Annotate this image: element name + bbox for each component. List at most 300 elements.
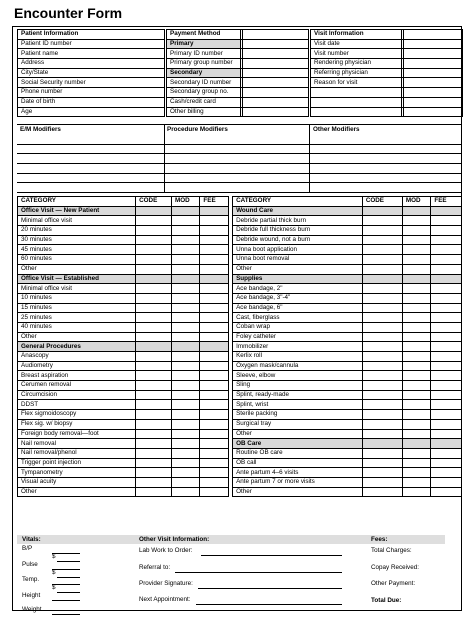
category-item: Visual acuity — [18, 477, 136, 487]
category-item: 60 minutes — [18, 255, 136, 265]
category-item: Flex sig. w/ biopsy — [18, 419, 136, 429]
entry-cell[interactable] — [171, 381, 199, 391]
entry-cell[interactable] — [362, 371, 402, 381]
entry-cell[interactable] — [362, 400, 402, 410]
col-header-category: CATEGORY — [18, 197, 136, 207]
entry-cell[interactable] — [200, 274, 228, 284]
entry-cell[interactable] — [171, 477, 199, 487]
patient-info-field: City/State — [18, 68, 165, 78]
entry-cell[interactable] — [136, 293, 172, 303]
category-item: 40 minutes — [18, 322, 136, 332]
entry-cell[interactable] — [136, 400, 172, 410]
entry-cell[interactable] — [402, 332, 430, 342]
entry-cell[interactable] — [200, 313, 228, 323]
category-item: Sterile packing — [233, 410, 363, 420]
entry-cell[interactable] — [431, 419, 462, 429]
entry-cell[interactable] — [200, 400, 228, 410]
entry-cell[interactable] — [362, 468, 402, 478]
entry-cell[interactable] — [136, 477, 172, 487]
category-item: Unna boot removal — [233, 255, 363, 265]
entry-cell[interactable] — [171, 361, 199, 371]
entry-cell[interactable] — [362, 245, 402, 255]
entry-cell[interactable] — [402, 216, 430, 226]
payment-value-cell[interactable] — [243, 68, 309, 78]
visit-value-cell[interactable] — [404, 97, 463, 107]
col-header-fee: FEE — [431, 197, 462, 207]
category-section-header: Wound Care — [233, 206, 363, 216]
entry-cell[interactable] — [431, 235, 462, 245]
entry-cell[interactable] — [402, 468, 430, 478]
entry-cell[interactable] — [171, 293, 199, 303]
entry-cell[interactable] — [200, 303, 228, 313]
category-item: 30 minutes — [18, 235, 136, 245]
entry-cell[interactable] — [171, 429, 199, 439]
entry-cell[interactable] — [171, 439, 199, 449]
payment-method-field: Secondary ID number — [167, 78, 241, 88]
entry-cell[interactable] — [402, 303, 430, 313]
entry-cell[interactable] — [362, 439, 402, 449]
entry-cell[interactable] — [171, 400, 199, 410]
procedure-modifiers-header: Procedure Modifiers — [167, 126, 228, 133]
entry-cell[interactable] — [402, 410, 430, 420]
entry-cell[interactable] — [362, 235, 402, 245]
entry-cell[interactable] — [431, 322, 462, 332]
category-item: 15 minutes — [18, 303, 136, 313]
visit-value-cell[interactable] — [404, 49, 463, 59]
patient-info-field: Social Security number — [18, 78, 165, 88]
entry-cell[interactable] — [200, 235, 228, 245]
entry-cell[interactable] — [171, 487, 199, 497]
entry-cell[interactable] — [171, 226, 199, 236]
entry-cell[interactable] — [402, 381, 430, 391]
category-item: Tympanometry — [18, 468, 136, 478]
vitals-entry-line[interactable] — [52, 600, 80, 601]
category-item: Circumcision — [18, 390, 136, 400]
category-item: Foreign body removal—foot — [18, 429, 136, 439]
entry-cell[interactable] — [171, 342, 199, 352]
vitals-entry-line[interactable] — [57, 577, 80, 578]
entry-cell[interactable] — [171, 216, 199, 226]
entry-cell[interactable] — [136, 429, 172, 439]
entry-cell[interactable] — [200, 390, 228, 400]
payment-value-cell[interactable] — [243, 30, 309, 40]
entry-cell[interactable] — [171, 448, 199, 458]
category-item: Ace bandage, 2" — [233, 284, 363, 294]
category-section-header: Office Visit — New Patient — [18, 206, 136, 216]
entry-cell[interactable] — [362, 284, 402, 294]
visit-info-field: Referring physician — [311, 68, 402, 78]
entry-cell[interactable] — [402, 322, 430, 332]
entry-cell[interactable] — [200, 216, 228, 226]
vitals-entry-line[interactable] — [52, 584, 80, 585]
payment-method-field: Primary — [167, 39, 241, 49]
entry-cell[interactable] — [171, 322, 199, 332]
entry-cell[interactable] — [171, 255, 199, 265]
entry-cell[interactable] — [362, 264, 402, 274]
category-item: Nail removal/phenol — [18, 448, 136, 458]
modifier-line[interactable] — [17, 174, 462, 184]
entry-cell[interactable] — [402, 439, 430, 449]
visit-value-cell[interactable] — [404, 30, 463, 40]
payment-method-field: Cash/credit card — [167, 97, 241, 107]
vitals-label: Weight — [22, 606, 42, 613]
entry-cell[interactable] — [362, 274, 402, 284]
entry-cell[interactable] — [200, 284, 228, 294]
category-item: Sling — [233, 381, 363, 391]
modifier-lines — [17, 135, 462, 193]
entry-cell[interactable] — [431, 429, 462, 439]
entry-cell[interactable] — [431, 439, 462, 449]
payment-value-cell[interactable] — [243, 49, 309, 59]
entry-cell[interactable] — [431, 468, 462, 478]
modifier-line[interactable] — [17, 183, 462, 193]
entry-cell[interactable] — [362, 332, 402, 342]
col-header-code: CODE — [136, 197, 172, 207]
entry-cell[interactable] — [200, 371, 228, 381]
category-item: Debride wound, not a burn — [233, 235, 363, 245]
entry-cell[interactable] — [200, 419, 228, 429]
payment-method-field: Other billing — [167, 107, 241, 117]
entry-cell[interactable] — [402, 342, 430, 352]
entry-cell[interactable] — [431, 381, 462, 391]
entry-cell[interactable] — [362, 322, 402, 332]
category-item: OB call — [233, 458, 363, 468]
entry-cell[interactable] — [402, 400, 430, 410]
entry-cell[interactable] — [402, 245, 430, 255]
col-header-mod: MOD — [402, 197, 430, 207]
entry-cell[interactable] — [402, 361, 430, 371]
entry-cell[interactable] — [362, 477, 402, 487]
entry-cell[interactable] — [136, 439, 172, 449]
visit-entry-line[interactable] — [198, 588, 342, 589]
entry-cell[interactable] — [136, 448, 172, 458]
category-item: Ante partum 7 or more visits — [233, 477, 363, 487]
entry-cell[interactable] — [136, 458, 172, 468]
entry-cell[interactable] — [200, 410, 228, 420]
visit-entry-line[interactable] — [196, 604, 342, 605]
entry-cell[interactable] — [136, 322, 172, 332]
modifier-line[interactable] — [17, 145, 462, 155]
entry-cell[interactable] — [402, 226, 430, 236]
entry-cell[interactable] — [402, 313, 430, 323]
entry-cell[interactable] — [136, 264, 172, 274]
entry-cell[interactable] — [171, 284, 199, 294]
entry-cell[interactable] — [402, 264, 430, 274]
entry-cell[interactable] — [362, 342, 402, 352]
category-item: Nail removal — [18, 439, 136, 449]
entry-cell[interactable] — [171, 245, 199, 255]
payment-method-field: Secondary group no. — [167, 88, 241, 98]
entry-cell[interactable] — [136, 487, 172, 497]
payment-method-field: Primary ID number — [167, 49, 241, 59]
payment-value-cell[interactable] — [243, 78, 309, 88]
entry-cell[interactable] — [402, 352, 430, 362]
entry-cell[interactable] — [200, 468, 228, 478]
entry-cell[interactable] — [136, 381, 172, 391]
entry-cell[interactable] — [136, 361, 172, 371]
entry-cell[interactable] — [402, 458, 430, 468]
entry-cell[interactable] — [136, 303, 172, 313]
entry-cell[interactable] — [200, 361, 228, 371]
visit-value-cell[interactable] — [404, 88, 463, 98]
entry-cell[interactable] — [362, 429, 402, 439]
entry-cell[interactable] — [362, 390, 402, 400]
entry-cell[interactable] — [200, 245, 228, 255]
entry-cell[interactable] — [431, 458, 462, 468]
vitals-header: Vitals: — [22, 536, 41, 543]
visit-info-field — [311, 107, 402, 117]
entry-cell[interactable] — [362, 410, 402, 420]
entry-cell[interactable] — [136, 342, 172, 352]
category-item: Ante partum 4–6 visits — [233, 468, 363, 478]
vitals-entry-line[interactable] — [57, 561, 80, 562]
visit-value-cell[interactable] — [404, 78, 463, 88]
category-item: Other — [233, 264, 363, 274]
entry-cell[interactable] — [136, 332, 172, 342]
entry-cell[interactable] — [200, 458, 228, 468]
entry-cell[interactable] — [171, 332, 199, 342]
vitals-entry-line[interactable] — [57, 592, 80, 593]
payment-value-cell[interactable] — [243, 59, 309, 69]
entry-cell[interactable] — [431, 274, 462, 284]
entry-cell[interactable] — [171, 264, 199, 274]
category-table — [17, 196, 462, 497]
entry-cell[interactable] — [200, 206, 228, 216]
category-item: Other — [18, 332, 136, 342]
payment-value-cell[interactable] — [243, 39, 309, 49]
entry-cell[interactable] — [431, 303, 462, 313]
entry-cell[interactable] — [431, 216, 462, 226]
entry-cell[interactable] — [136, 284, 172, 294]
category-item: Ace bandage, 6" — [233, 303, 363, 313]
entry-cell[interactable] — [431, 477, 462, 487]
entry-cell[interactable] — [402, 429, 430, 439]
entry-cell[interactable] — [171, 352, 199, 362]
entry-cell[interactable] — [200, 255, 228, 265]
modifier-line[interactable] — [17, 135, 462, 145]
entry-cell[interactable] — [171, 303, 199, 313]
entry-cell[interactable] — [402, 448, 430, 458]
entry-cell[interactable] — [136, 206, 172, 216]
visit-value-cell[interactable] — [404, 68, 463, 78]
entry-cell[interactable] — [200, 487, 228, 497]
entry-cell[interactable] — [200, 381, 228, 391]
entry-cell[interactable] — [431, 332, 462, 342]
entry-cell[interactable] — [431, 400, 462, 410]
category-item: Splint, wrist — [233, 400, 363, 410]
entry-cell[interactable] — [431, 313, 462, 323]
patient-info-field: Address — [18, 59, 165, 69]
entry-cell[interactable] — [402, 274, 430, 284]
entry-cell[interactable] — [402, 371, 430, 381]
visit-info-label: Referral to: — [139, 564, 171, 571]
category-item: Unna boot application — [233, 245, 363, 255]
other-modifiers-header: Other Modifiers — [313, 126, 360, 133]
entry-cell[interactable] — [362, 293, 402, 303]
entry-cell[interactable] — [362, 352, 402, 362]
entry-cell[interactable] — [362, 448, 402, 458]
visit-entry-line[interactable] — [175, 572, 342, 573]
entry-cell[interactable] — [431, 390, 462, 400]
entry-cell[interactable] — [200, 448, 228, 458]
dollar-sign: $ — [52, 553, 56, 560]
payment-value-cell[interactable] — [243, 97, 309, 107]
entry-cell[interactable] — [136, 274, 172, 284]
entry-cell[interactable] — [402, 284, 430, 294]
other-visit-header: Other Visit Information: — [139, 536, 210, 543]
entry-cell[interactable] — [200, 429, 228, 439]
visit-value-cell[interactable] — [404, 59, 463, 69]
entry-cell[interactable] — [171, 313, 199, 323]
entry-cell[interactable] — [200, 332, 228, 342]
category-item: DDST — [18, 400, 136, 410]
vitals-label: Height — [22, 592, 41, 599]
entry-cell[interactable] — [200, 352, 228, 362]
entry-cell[interactable] — [431, 487, 462, 497]
entry-cell[interactable] — [362, 381, 402, 391]
entry-cell[interactable] — [431, 206, 462, 216]
entry-cell[interactable] — [362, 303, 402, 313]
entry-cell[interactable] — [136, 313, 172, 323]
entry-cell[interactable] — [200, 477, 228, 487]
vitals-entry-line[interactable] — [52, 569, 80, 570]
vitals-entry-line[interactable] — [52, 614, 80, 615]
modifier-top-rule — [17, 124, 462, 125]
entry-cell[interactable] — [200, 226, 228, 236]
visit-info-field: Visit number — [311, 49, 402, 59]
fee-label: Copay Received: — [371, 564, 419, 571]
entry-cell[interactable] — [171, 390, 199, 400]
entry-cell[interactable] — [431, 361, 462, 371]
patient-info-field: Date of birth — [18, 97, 165, 107]
entry-cell[interactable] — [362, 458, 402, 468]
entry-cell[interactable] — [362, 419, 402, 429]
entry-cell[interactable] — [136, 226, 172, 236]
entry-cell[interactable] — [171, 235, 199, 245]
visit-entry-line[interactable] — [201, 555, 342, 556]
entry-cell[interactable] — [431, 342, 462, 352]
entry-cell[interactable] — [171, 458, 199, 468]
payment-value-cell[interactable] — [243, 107, 309, 117]
category-item: Sleeve, elbow — [233, 371, 363, 381]
payment-method-header: Payment Method — [167, 30, 241, 40]
entry-cell[interactable] — [402, 206, 430, 216]
entry-cell[interactable] — [402, 419, 430, 429]
visit-info-field — [311, 88, 402, 98]
entry-cell[interactable] — [171, 410, 199, 420]
entry-cell[interactable] — [402, 477, 430, 487]
category-item: Flex sigmoidoscopy — [18, 410, 136, 420]
entry-cell[interactable] — [171, 419, 199, 429]
entry-cell[interactable] — [171, 371, 199, 381]
col-header-code: CODE — [362, 197, 402, 207]
entry-cell[interactable] — [402, 255, 430, 265]
entry-cell[interactable] — [362, 255, 402, 265]
category-item: 25 minutes — [18, 313, 136, 323]
entry-cell[interactable] — [136, 235, 172, 245]
entry-cell[interactable] — [431, 410, 462, 420]
vitals-label: B/P — [22, 545, 33, 552]
modifier-line[interactable] — [17, 164, 462, 174]
category-section-header: Office Visit — Established — [18, 274, 136, 284]
entry-cell[interactable] — [200, 439, 228, 449]
visit-value-cell[interactable] — [404, 107, 463, 117]
entry-cell[interactable] — [431, 371, 462, 381]
entry-cell[interactable] — [431, 293, 462, 303]
category-item: Debride partial thick burn — [233, 216, 363, 226]
patient-info-field: Patient name — [18, 49, 165, 59]
patient-info-header: Patient Information — [18, 30, 165, 40]
visit-info-field: Reason for visit — [311, 78, 402, 88]
entry-cell[interactable] — [362, 313, 402, 323]
entry-cell[interactable] — [171, 206, 199, 216]
entry-cell[interactable] — [431, 448, 462, 458]
entry-cell[interactable] — [431, 264, 462, 274]
info-table — [17, 29, 463, 117]
payment-value-cell[interactable] — [243, 88, 309, 98]
entry-cell[interactable] — [136, 352, 172, 362]
entry-cell[interactable] — [431, 352, 462, 362]
entry-cell[interactable] — [431, 226, 462, 236]
entry-cell[interactable] — [362, 487, 402, 497]
entry-cell[interactable] — [200, 264, 228, 274]
entry-cell[interactable] — [200, 322, 228, 332]
entry-cell[interactable] — [402, 390, 430, 400]
entry-cell[interactable] — [362, 361, 402, 371]
entry-cell[interactable] — [362, 226, 402, 236]
entry-cell[interactable] — [402, 293, 430, 303]
category-item: Surgical tray — [233, 419, 363, 429]
entry-cell[interactable] — [402, 487, 430, 497]
entry-cell[interactable] — [362, 216, 402, 226]
modifier-line[interactable] — [17, 154, 462, 164]
category-item: Routine OB care — [233, 448, 363, 458]
category-item: Cast, fiberglass — [233, 313, 363, 323]
category-item: Immobilizer — [233, 342, 363, 352]
entry-cell[interactable] — [171, 468, 199, 478]
entry-cell[interactable] — [136, 468, 172, 478]
category-section-header: OB Care — [233, 439, 363, 449]
visit-info-field: Rendering physician — [311, 59, 402, 69]
fee-label: Total Charges: — [371, 547, 412, 554]
category-item: Other — [18, 264, 136, 274]
entry-cell[interactable] — [171, 274, 199, 284]
entry-cell[interactable] — [200, 342, 228, 352]
category-section-header: General Procedures — [18, 342, 136, 352]
visit-info-label: Lab Work to Order: — [139, 547, 193, 554]
total-due-label: Total Due: — [371, 597, 402, 604]
entry-cell[interactable] — [136, 245, 172, 255]
entry-cell[interactable] — [136, 419, 172, 429]
entry-cell[interactable] — [136, 216, 172, 226]
entry-cell[interactable] — [200, 293, 228, 303]
entry-cell[interactable] — [136, 390, 172, 400]
entry-cell[interactable] — [431, 245, 462, 255]
entry-cell[interactable] — [136, 371, 172, 381]
entry-cell[interactable] — [136, 410, 172, 420]
vitals-entry-line[interactable] — [52, 553, 80, 554]
entry-cell[interactable] — [362, 206, 402, 216]
entry-cell[interactable] — [431, 255, 462, 265]
patient-info-field: Patient ID number — [18, 39, 165, 49]
entry-cell[interactable] — [136, 255, 172, 265]
category-item: Kerlix roll — [233, 352, 363, 362]
entry-cell[interactable] — [402, 235, 430, 245]
entry-cell[interactable] — [431, 284, 462, 294]
modifier-divider — [309, 124, 310, 193]
visit-value-cell[interactable] — [404, 39, 463, 49]
em-modifiers-header: E/M Modifiers — [20, 126, 61, 133]
